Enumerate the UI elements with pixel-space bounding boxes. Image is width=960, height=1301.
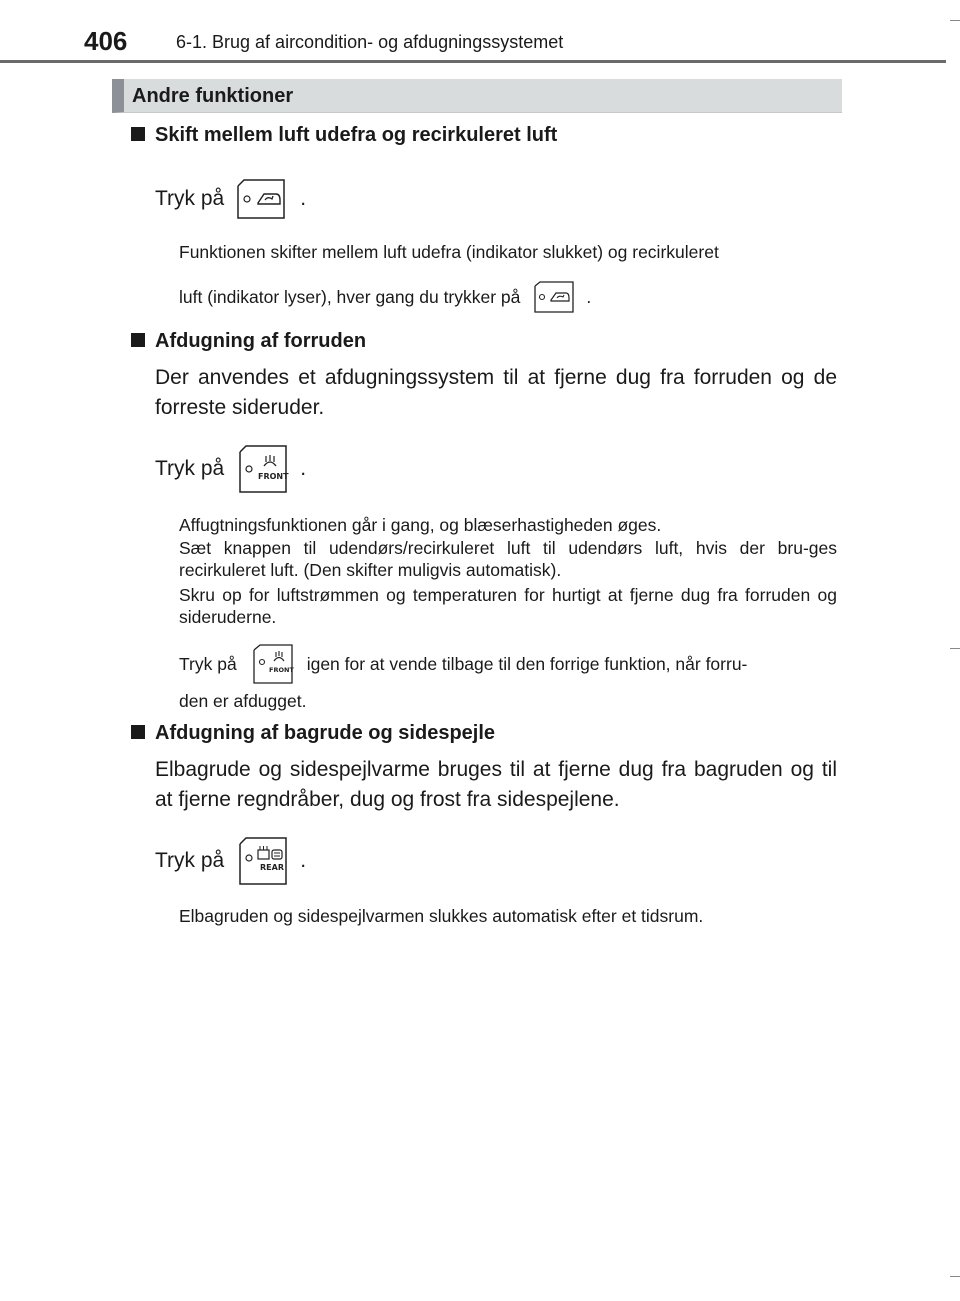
front-note4: Tryk på FRONT igen for at vende tilbage til den forrige funktion, når forru- xyxy=(179,643,747,685)
rear-body: Elbagrude og sidespejlvarme bruges til at fjerne dug fra bagruden og til at fjerne regndråber, dug og frost fra sidespejlene. xyxy=(155,758,837,811)
front-note4-cont: den er afdugget. xyxy=(179,691,307,711)
rear-heading: Afdugning af bagrude og sidespejle xyxy=(131,722,495,745)
recirc-note-line2: luft (indikator lyser), hver gang du trykker på . xyxy=(179,280,591,314)
page-number: 406 xyxy=(84,26,128,56)
crop-mark xyxy=(950,20,960,21)
recirc-instruction: Tryk på . xyxy=(155,178,306,220)
bullet-square-icon xyxy=(131,127,145,141)
front-body: Der anvendes et afdugningssystem til at fjerne dug fra forruden og de forreste sideruder. xyxy=(155,366,837,419)
front-defroster-button-icon xyxy=(236,444,290,494)
recirc-heading: Skift mellem luft udefra og recirkuleret luft xyxy=(131,124,557,147)
chapter-title: 6-1. Brug af aircondition- og afdugningssystemet xyxy=(176,32,564,52)
crop-mark xyxy=(950,1276,960,1277)
crop-mark xyxy=(950,648,960,649)
button-label: FRONT xyxy=(258,472,289,481)
front-instruction: Tryk på FRONT . xyxy=(155,444,306,494)
section-title-bar xyxy=(112,79,842,113)
bullet-square-icon xyxy=(131,333,145,347)
recirc-note-line1: Funktionen skifter mellem luft udefra (indikator slukket) og recirkuleret xyxy=(179,242,719,262)
front-note1: Affugtningsfunktionen går i gang, og blæserhastigheden øges. xyxy=(179,515,662,535)
front-note2: Sæt knappen til udendørs/recirkuleret luft til udendørs luft, hvis der bru-ges recirkuleret luft. (Den skifter muligvis automatisk). xyxy=(179,538,837,580)
button-label: FRONT xyxy=(268,666,294,674)
front-note3: Skru op for luftstrømmen og temperaturen for hurtigt at fjerne dug fra forruden og sideruderne. xyxy=(179,585,837,627)
recirculation-button-icon xyxy=(532,280,576,314)
rear-note: Elbagruden og sidespejlvarmen slukkes automatisk efter et tidsrum. xyxy=(179,906,704,926)
rear-instruction: Tryk på REAR . xyxy=(155,836,306,886)
front-heading: Afdugning af forruden xyxy=(131,330,366,353)
front-defroster-button-icon xyxy=(251,643,295,685)
recirculation-button-icon xyxy=(234,178,288,220)
button-label: REAR xyxy=(260,863,285,872)
section-title: Andre funktioner xyxy=(132,85,294,107)
bullet-square-icon xyxy=(131,725,145,739)
rear-defogger-button-icon xyxy=(236,836,290,886)
header-rule xyxy=(0,60,946,63)
